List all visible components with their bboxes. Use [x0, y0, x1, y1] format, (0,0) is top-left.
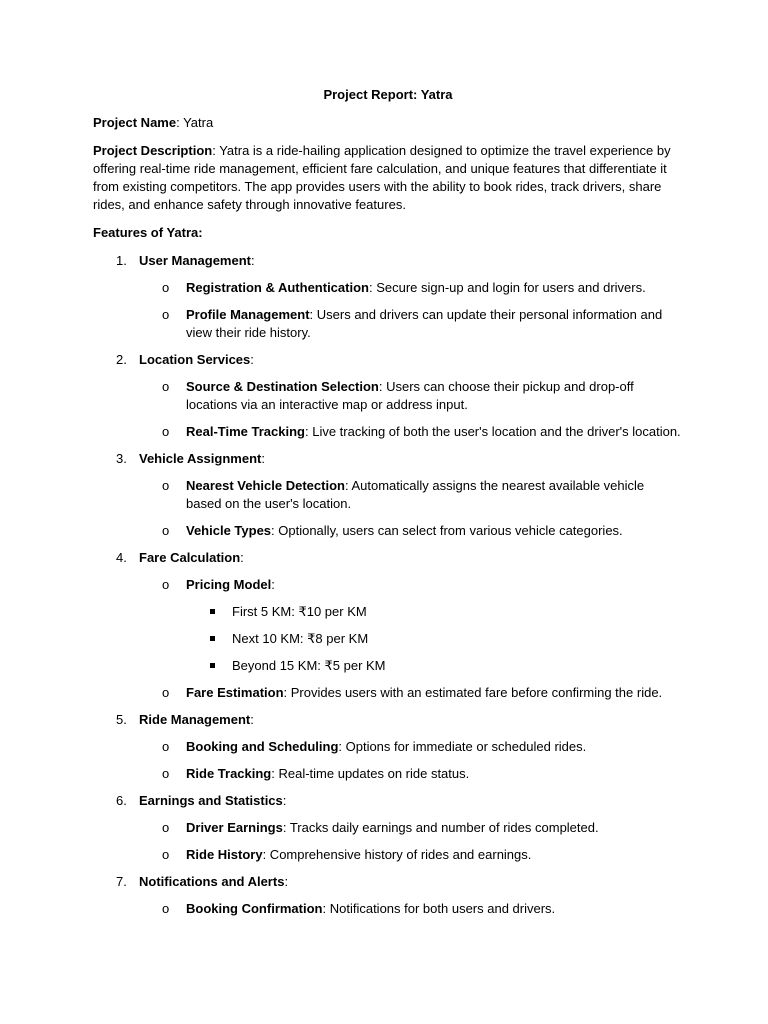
section-items	[139, 738, 683, 783]
feature-item-text: : Provides users with an estimated fare before confirming the ride.	[283, 685, 663, 700]
section-number: 6.	[116, 793, 127, 808]
section-items	[139, 477, 683, 540]
project-description-text: : Yatra is a ride-hailing application designed to optimize the travel experience by offering real-time ride management, efficient fare calculation, and unique features that differentiate it from existing competitors. The app provides users with the ability to book rides, track drivers, share rides, and enhance safety through innovative features.	[93, 143, 671, 212]
pricing-item	[186, 630, 683, 648]
section-title-suffix: :	[261, 451, 265, 466]
feature-item	[139, 306, 683, 342]
section-title: Vehicle Assignment	[139, 451, 262, 466]
section-items	[139, 279, 683, 342]
circle-bullet-icon: o	[162, 478, 170, 493]
feature-item-text: : Real-time updates on ride status.	[271, 766, 470, 781]
features-list	[93, 252, 683, 918]
document-title: Project Report: Yatra	[323, 87, 453, 102]
feature-item	[139, 279, 683, 297]
feature-item	[139, 900, 683, 918]
feature-section	[93, 549, 683, 702]
feature-item-label: Ride Tracking	[186, 766, 272, 781]
section-title: Fare Calculation	[139, 550, 241, 565]
feature-section	[93, 351, 683, 441]
circle-bullet-icon: o	[162, 901, 170, 916]
project-description-paragraph	[93, 142, 683, 214]
section-title-suffix: :	[250, 253, 255, 268]
feature-section	[93, 252, 683, 342]
feature-section	[93, 711, 683, 783]
feature-item-label: Profile Management	[186, 307, 310, 322]
feature-item-label: Driver Earnings	[186, 820, 283, 835]
section-title: Notifications and Alerts	[139, 874, 285, 889]
pricing-item-text: Beyond 15 KM: ₹5 per KM	[232, 658, 386, 673]
feature-item-text: : Tracks daily earnings and number of rides completed.	[282, 820, 599, 835]
section-number: 1.	[116, 253, 127, 268]
feature-item-text: : Users can choose their pickup and drop-off locations via an interactive map or address input.	[186, 379, 634, 412]
section-heading	[139, 712, 254, 727]
pricing-item	[186, 603, 683, 621]
feature-item-label: Real-Time Tracking	[186, 424, 305, 439]
section-title: Ride Management	[139, 712, 251, 727]
feature-item-text: : Notifications for both users and drivers.	[322, 901, 556, 916]
circle-bullet-icon: o	[162, 847, 170, 862]
feature-item	[139, 738, 683, 756]
feature-item-label: Vehicle Types	[186, 523, 272, 538]
section-items	[139, 378, 683, 441]
section-title-suffix: :	[282, 793, 287, 808]
section-title-suffix: :	[250, 712, 254, 727]
feature-item	[139, 477, 683, 513]
section-title-suffix: :	[250, 352, 254, 367]
section-heading	[139, 253, 255, 268]
feature-item-text: : Automatically assigns the nearest available vehicle based on the user's location.	[186, 478, 645, 511]
section-number: 4.	[116, 550, 127, 565]
circle-bullet-icon: o	[162, 307, 170, 322]
section-number: 2.	[116, 352, 127, 367]
section-number: 5.	[116, 712, 127, 727]
feature-item-text: : Comprehensive history of rides and earnings.	[262, 847, 532, 862]
section-title-suffix: :	[240, 550, 244, 565]
section-heading	[139, 793, 286, 808]
feature-item-label: Source & Destination Selection	[186, 379, 379, 394]
feature-item-text: : Users and drivers can update their personal information and view their ride history.	[186, 307, 663, 340]
section-heading	[139, 550, 244, 565]
section-number: 3.	[116, 451, 127, 466]
circle-bullet-icon: o	[162, 523, 170, 538]
feature-section	[93, 450, 683, 540]
section-heading	[139, 451, 265, 466]
feature-item	[139, 576, 683, 675]
circle-bullet-icon: o	[162, 577, 170, 592]
square-bullet-icon	[210, 609, 215, 614]
feature-item	[139, 684, 683, 702]
feature-item-text: : Optionally, users can select from various vehicle categories.	[271, 523, 623, 538]
square-bullet-icon	[210, 636, 215, 641]
section-items	[139, 819, 683, 864]
square-bullet-icon	[210, 663, 215, 668]
feature-item	[139, 846, 683, 864]
pricing-list	[186, 603, 683, 675]
feature-item	[139, 423, 683, 441]
feature-item-text: : Options for immediate or scheduled rides.	[338, 739, 587, 754]
section-title: User Management	[139, 253, 251, 268]
project-name-value: : Yatra	[176, 115, 214, 130]
feature-item	[139, 522, 683, 540]
project-name-label: Project Name	[93, 115, 177, 130]
section-items	[139, 576, 683, 702]
pricing-item-text: Next 10 KM: ₹8 per KM	[232, 631, 369, 646]
feature-item-label: Booking and Scheduling	[186, 739, 339, 754]
feature-item-text: : Live tracking of both the user's location and the driver's location.	[304, 424, 681, 439]
circle-bullet-icon: o	[162, 820, 170, 835]
section-title-suffix: :	[284, 874, 289, 889]
feature-item-label: Nearest Vehicle Detection	[186, 478, 345, 493]
feature-item	[139, 819, 683, 837]
feature-section	[93, 792, 683, 864]
section-items	[139, 900, 683, 918]
feature-item-label: Registration & Authentication	[186, 280, 369, 295]
section-heading	[139, 874, 288, 889]
section-title: Location Services	[139, 352, 251, 367]
feature-item	[139, 765, 683, 783]
feature-item-label: Fare Estimation	[186, 685, 284, 700]
feature-item-label: Pricing Model	[186, 577, 272, 592]
circle-bullet-icon: o	[162, 685, 170, 700]
section-title: Earnings and Statistics	[139, 793, 283, 808]
circle-bullet-icon: o	[162, 379, 170, 394]
feature-item-text: : Secure sign-up and login for users and drivers.	[368, 280, 646, 295]
features-heading: Features of Yatra:	[93, 225, 203, 240]
feature-item-label: Ride History	[186, 847, 263, 862]
pricing-item	[186, 657, 683, 675]
feature-item	[139, 378, 683, 414]
circle-bullet-icon: o	[162, 424, 170, 439]
feature-section	[93, 873, 683, 918]
document-content	[93, 86, 683, 927]
section-heading	[139, 352, 254, 367]
circle-bullet-icon: o	[162, 280, 170, 295]
pricing-item-text: First 5 KM: ₹10 per KM	[232, 604, 367, 619]
feature-item-label: Booking Confirmation	[186, 901, 323, 916]
project-description-label: Project Description	[93, 143, 213, 158]
section-number: 7.	[116, 874, 127, 889]
project-name-paragraph	[93, 114, 683, 132]
circle-bullet-icon: o	[162, 739, 170, 754]
circle-bullet-icon: o	[162, 766, 170, 781]
feature-item-text: :	[271, 577, 275, 592]
